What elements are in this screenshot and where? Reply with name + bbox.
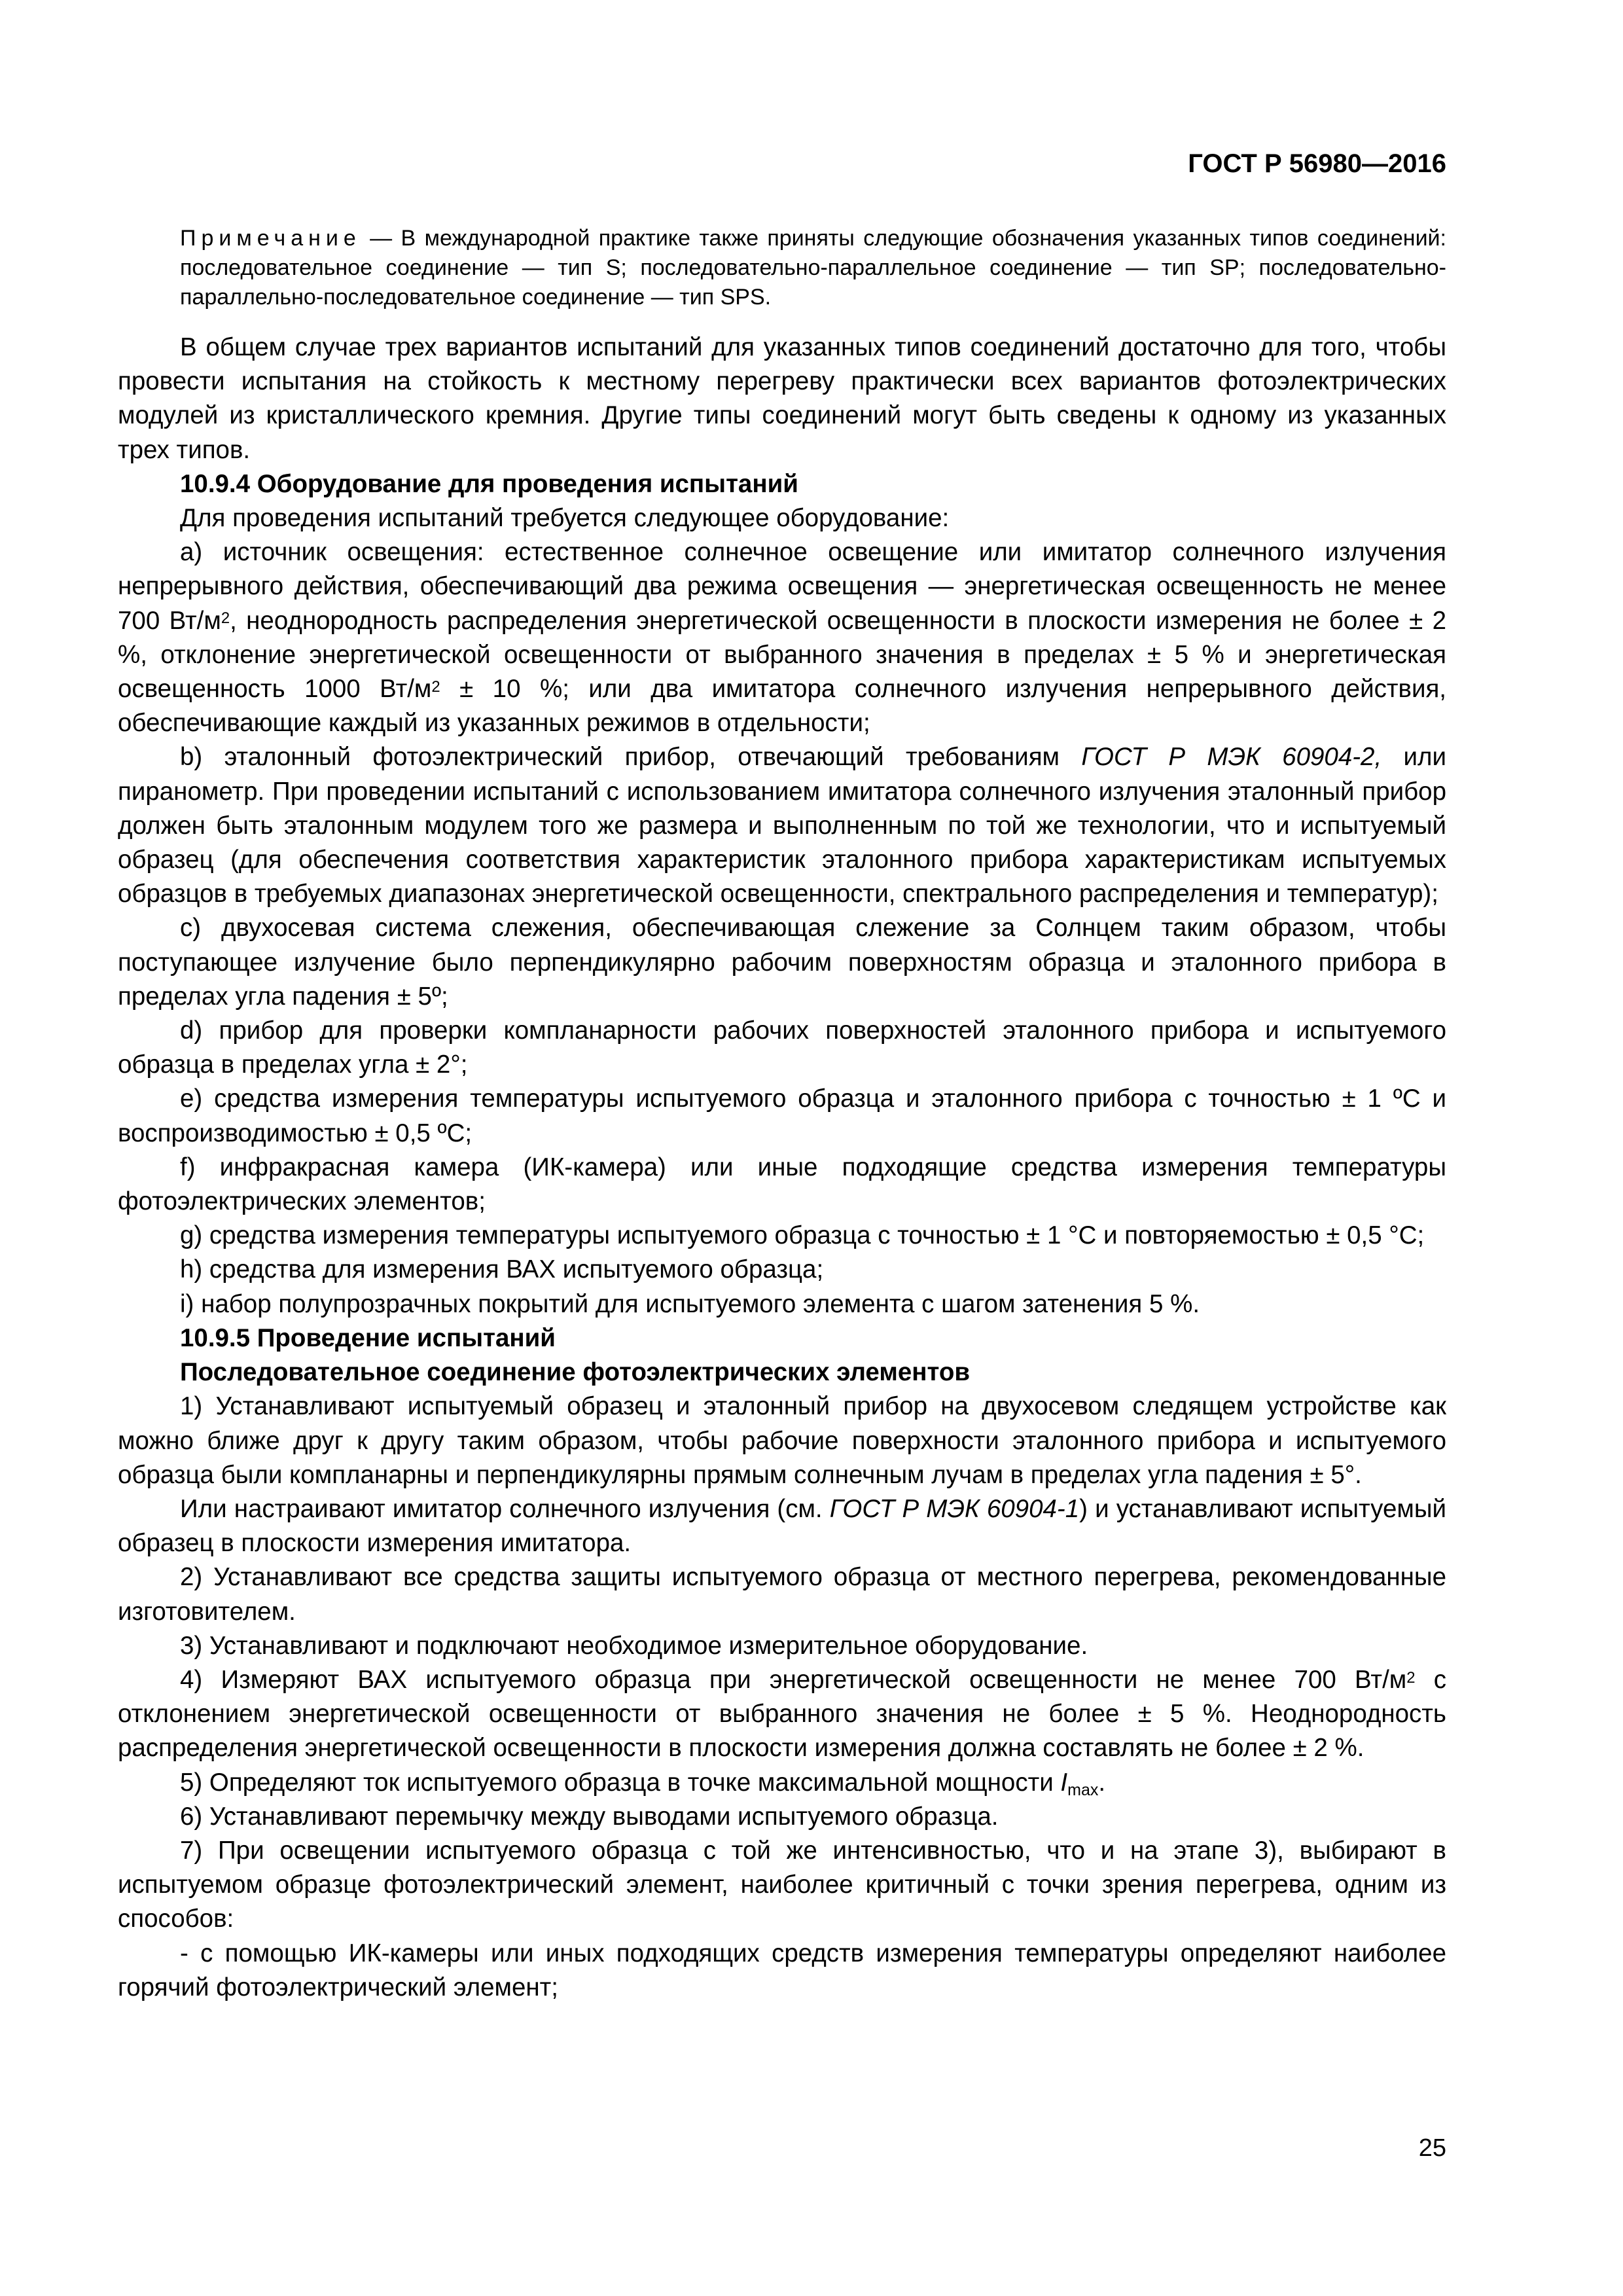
list-item-i: i) набор полупрозрачных покрытий для испытуемого элемента с шагом затенения 5 %. [180, 1289, 1200, 1318]
list-item-h: h) средства для измерения ВАХ испытуемого образца; [180, 1255, 824, 1284]
intro-paragraph: В общем случае трех вариантов испытаний для указанных типов соединений достаточно для того, чтобы провести испытания на стойкость к местному перегреву практически всех вариантов фотоэлектрических модулей из кристаллического кремния. Другие типы соединений могут быть сведены к одному из указанных трех типов. [118, 333, 1446, 464]
list-item-a: а) источник освещения: естественное солнечное освещение или имитатор солнечного излучения непрерывного действия, обеспечивающий два режима освещения — энергетическая освещенность не менее 700 $Вт/м^2$, неоднородность распределения энергетической освещенности в плоскости измерения не более ± 2 %, отклонение энергетической освещенности от выбранного значения в пределах ± 5 % и энергетическая освещенность 1000 $Вт/м^2 \pm 10$ %; или два имитатора солнечного излучения непрерывного действия, обеспечивающие каждый из указанных режимов в отдельности; [118, 538, 1446, 738]
step-1-alternative: Или настраивают имитатор солнечного излучения (см. ГОСТ Р МЭК 60904-1) и устанавливают испытуемый образец в плоскости измерения имитатора. [118, 1494, 1447, 1558]
note-label: Примечание [180, 226, 361, 251]
step-5: 5) Определяют ток испытуемого образца в точке максимальной мощности $I_{max}$. [180, 1768, 1106, 1800]
step-4: 4) Измеряют ВАХ испытуемого образца при энергетической освещенности не менее 700 $Вт/м^2$ с отклонением энергетической освещенности от выбранного значения не более ± 5 %. Неоднородность распределения энергетической освещенности в плоскости измерения должна составлять не более ± 2 %. [118, 1665, 1446, 1763]
list-item-b: b) эталонный фотоэлектрический прибор, отвечающий требованиям ГОСТ Р МЭК 60904-2, или пиранометр. При проведении испытаний с использованием имитатора солнечного излучения эталонный прибор должен быть эталонным модулем того же размера и выполненным по той же технологии, что и испытуемый образец (для обеспечения соответствия характеристик эталонного прибора характеристикам испытуемых образцов в требуемых диапазонах энергетической освещенности, спектрального распределения и температур); [118, 743, 1446, 908]
step-3: 3) Устанавливают и подключают необходимое измерительное оборудование. [180, 1631, 1088, 1660]
standard-reference: ГОСТ Р МЭК 60904-1 [829, 1494, 1080, 1523]
list-item-d: d) прибор для проверки компланарности рабочих поверхностей эталонного прибора и испытуемого образца в пределах угла ± 2°; [118, 1016, 1446, 1079]
step-6: 6) Устанавливают перемычку между выводами испытуемого образца. [180, 1802, 999, 1831]
step-1: 1) Устанавливают испытуемый образец и эталонный прибор на двухосевом следящем устройстве как можно ближе друг к другу таким образом, чтобы рабочие поверхности эталонного прибора и испытуемого образца были компланарны и перпендикулярны прямым солнечным лучам в пределах угла падения ± 5°. [118, 1392, 1446, 1489]
standard-reference: ГОСТ Р МЭК 60904-2, [1081, 743, 1382, 772]
step-7: 7) При освещении испытуемого образца с той же интенсивностью, что и на этапе 3), выбирают в испытуемом образце фотоэлектрический элемент, наиболее критичный с точки зрения перегрева, одним из способов: [118, 1836, 1446, 1933]
equipment-intro: Для проведения испытаний требуется следующее оборудование: [180, 504, 950, 533]
document-body [118, 331, 1446, 2005]
list-item-f: f) инфракрасная камера (ИК-камера) или иные подходящие средства измерения температуры фотоэлектрических элементов; [118, 1153, 1446, 1216]
page-number: 25 [1418, 2134, 1446, 2162]
note-text: — В международной практике также приняты следующие обозначения указанных типов соединений: последовательное соединение — тип S; последовательно-параллельное соединение — тип SP; последовательно-параллельно-последовательное соединение — тип SPS. [180, 226, 1446, 310]
list-item-e: е) средства измерения температуры испытуемого образца и эталонного прибора с точностью ± 1 ºС и воспроизводимостью ± 0,5 ºС; [118, 1085, 1446, 1147]
list-item-g: g) средства измерения температуры испытуемого образца с точностью ± 1 °С и повторяемостью ± 0,5 °С; [180, 1221, 1425, 1250]
list-item-c: с) двухосевая система слежения, обеспечивающая слежение за Солнцем таким образом, чтобы поступающее излучение было перпендикулярно рабочим поверхностям образца и эталонного прибора в пределах угла падения ± 5º; [118, 914, 1446, 1011]
step-7-method: - с помощью ИК-камеры или иных подходящих средств измерения температуры определяют наиболее горячий фотоэлектрический элемент; [118, 1939, 1446, 2001]
section-heading-10-9-4: 10.9.4 Оборудование для проведения испытаний [180, 469, 798, 498]
document-header: ГОСТ Р 56980—2016 [1188, 149, 1446, 178]
subsection-heading: Последовательное соединение фотоэлектрических элементов [180, 1358, 971, 1387]
note-paragraph [180, 224, 1446, 312]
step-2: 2) Устанавливают все средства защиты испытуемого образца от местного перегрева, рекомендованные изготовителем. [118, 1563, 1446, 1626]
section-heading-10-9-5: 10.9.5 Проведение испытаний [180, 1323, 556, 1352]
